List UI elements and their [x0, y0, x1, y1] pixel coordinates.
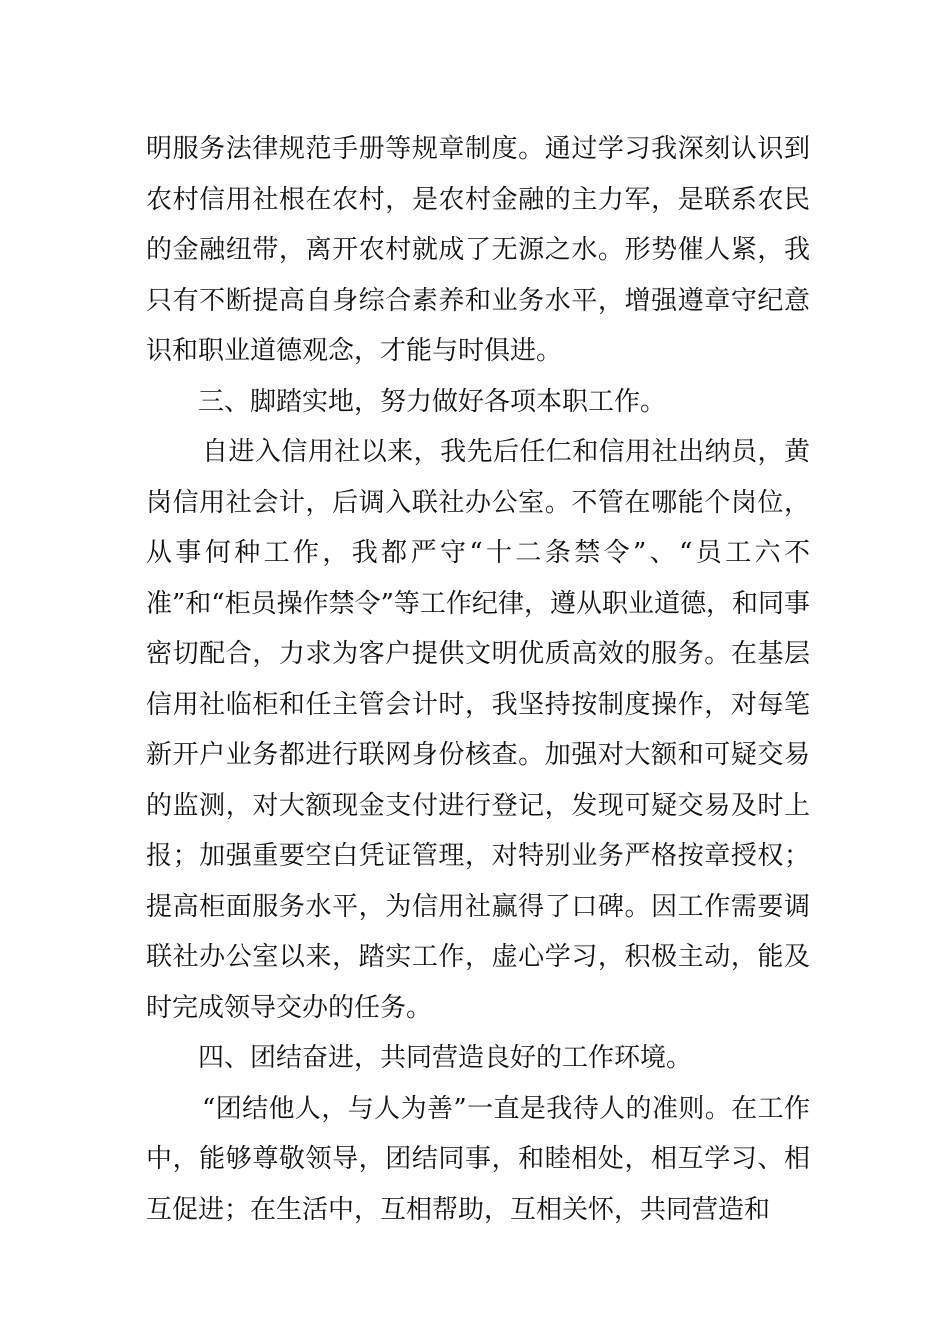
paragraph-continuation: 明服务法律规范手册等规章制度。通过学习我深刻认识到农村信用社根在农村，是农村金融的主力军，是联系农民的金融纽带，离开农村就成了无源之水。形势催人紧，我只有不断提高自身综合素养和业务水平，增强遵章守纪意识和职业道德观念，才能与时俱进。 [146, 134, 810, 366]
section-heading-three: 三、脚踏实地，努力做好各项本职工作。 [198, 386, 667, 417]
document-page [146, 124, 810, 1235]
paragraph-work-duties: 自进入信用社以来，我先后任仁和信用社出纳员，黄岗信用社会计，后调入联社办公室。不管在哪能个岗位，从事何种工作，我都严守“十二条禁令”、“员工六不准”和“柜员操作禁令”等工作纪律，遵从职业道德，和同事密切配合，力求为客户提供文明优质高效的服务。在基层信用社临柜和任主管会计时，我坚持按制度操作，对每笔新开户业务都进行联网身份核查。加强对大额和可疑交易的监测，对大额现金支付进行登记，发现可疑交易及时上报；加强重要空白凭证管理，对特别业务严格按章授权；提高柜面服务水平，为信用社赢得了口碑。因工作需要调联社办公室以来，踏实工作，虚心学习，积极主动，能及时完成领导交办的任务。 [146, 437, 810, 1023]
paragraph-teamwork: “团结他人，与人为善”一直是我待人的准则。在工作中，能够尊敬领导，团结同事，和睦相处，相互学习、相互促进；在生活中，互相帮助，互相关怀，共同营造和 [146, 1093, 810, 1225]
section-heading-four: 四、团结奋进，共同营造良好的工作环境。 [198, 1043, 693, 1073]
